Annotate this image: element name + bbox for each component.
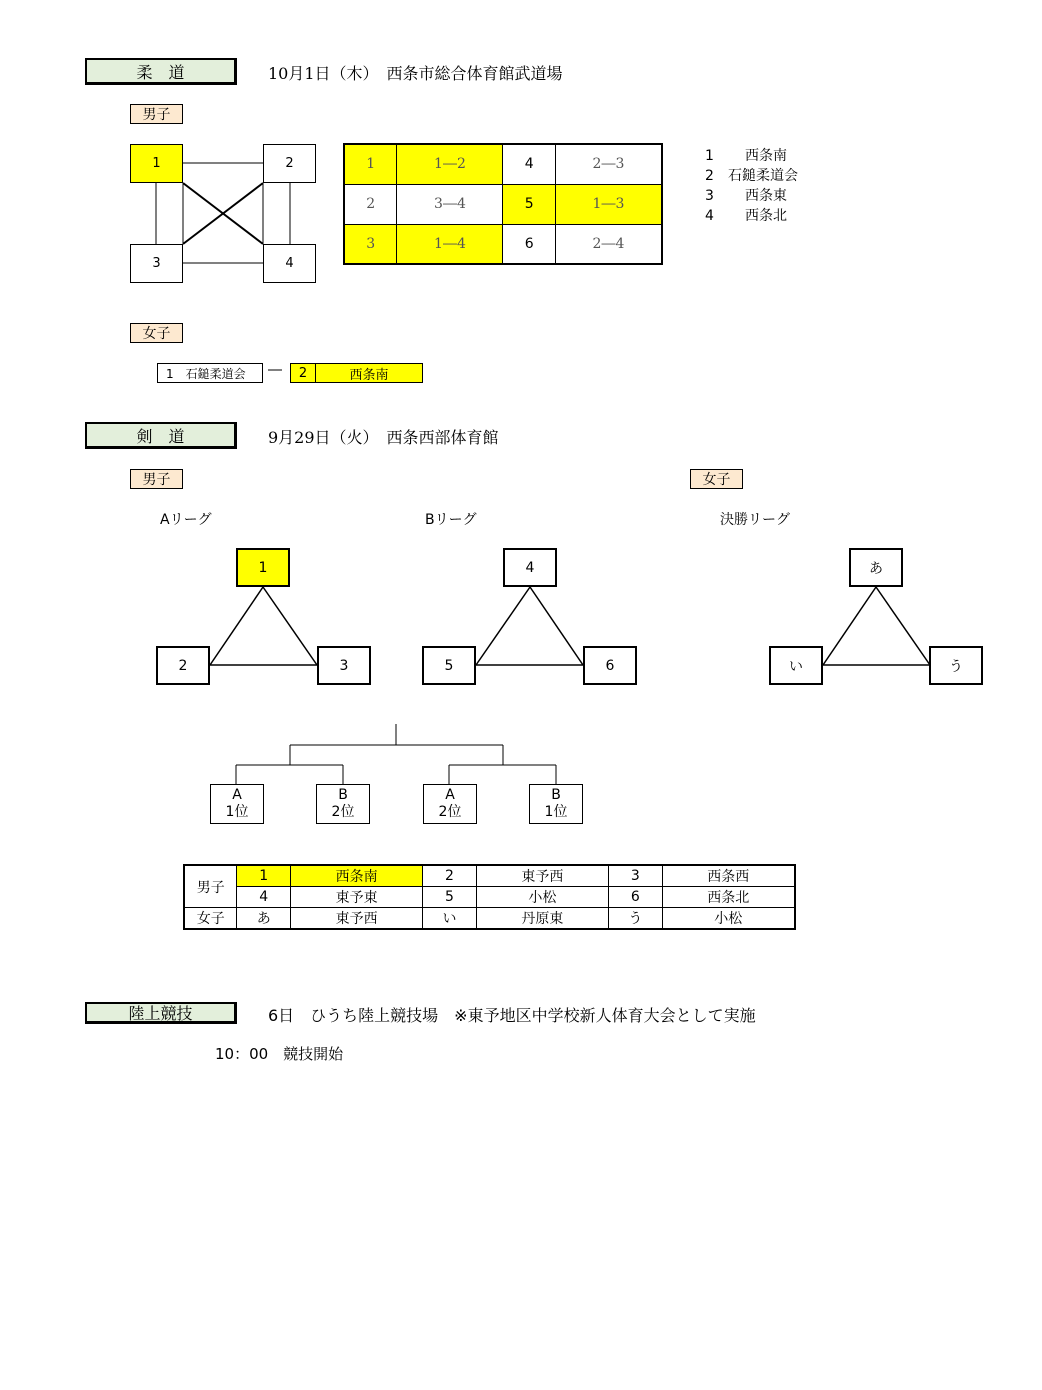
a-league-node-right: 3 <box>317 646 371 685</box>
judo-match-row <box>344 184 662 224</box>
judo-men-node-2: 2 <box>263 144 316 183</box>
team-name: 小松 <box>662 908 795 930</box>
team-name: 丹原東 <box>476 908 608 930</box>
match-pair: 1―4 <box>397 224 503 264</box>
final-league-title: 決勝リーグ <box>720 512 790 528</box>
seed-league: A <box>445 787 455 803</box>
final-league-node-left: い <box>769 646 823 685</box>
team-name: 西条西 <box>662 865 795 887</box>
seed-rank: 2位 <box>438 804 462 820</box>
judo-info: 10月1日（木） 西条市総合体育館武道場 <box>268 64 563 83</box>
judo-match-row <box>344 224 662 264</box>
judo-women-team-1: 1 石鎚柔道会 <box>157 363 263 383</box>
team-no: 4 <box>237 887 290 908</box>
teams-women-label: 女子 <box>184 908 237 930</box>
team-no: い <box>423 908 476 930</box>
judo-men-node-4: 4 <box>263 244 316 283</box>
seed-league: A <box>232 787 242 803</box>
judo-match-row <box>344 144 662 184</box>
judo-women-tag: 女子 <box>130 323 183 343</box>
seed-league: B <box>338 787 348 803</box>
seed-rank: 2位 <box>331 804 355 820</box>
team-no: 2 <box>423 865 476 887</box>
team-no: う <box>609 908 662 930</box>
kendo-section-label: 剣 道 <box>85 422 237 449</box>
team-no: 5 <box>423 887 476 908</box>
legend-no: 2 <box>705 168 714 184</box>
match-no: 5 <box>503 184 555 224</box>
legend-no: 4 <box>705 208 714 224</box>
athletics-section-label: 陸上競技 <box>85 1002 237 1024</box>
judo-section-label: 柔 道 <box>85 58 237 85</box>
match-pair: 2―3 <box>555 144 662 184</box>
teams-men-label: 男子 <box>184 865 237 908</box>
athletics-start-time: 10：00 競技開始 <box>215 1045 344 1063</box>
judo-women-dash: ― <box>268 362 282 378</box>
judo-men-node-3: 3 <box>130 244 183 283</box>
judo-legend-item-1 <box>705 145 787 165</box>
team-no: 1 <box>237 865 290 887</box>
athletics-info: 6日 ひうち陸上競技場 ※東予地区中学校新人体育大会として実施 <box>268 1006 756 1025</box>
team-name: 東予西 <box>476 865 608 887</box>
judo-women-team-2-no: 2 <box>290 363 316 383</box>
final-league-node-top: あ <box>849 548 903 587</box>
seed-rank: 1位 <box>225 804 249 820</box>
b-league-node-left: 5 <box>422 646 476 685</box>
team-name: 小松 <box>476 887 608 908</box>
legend-no: 3 <box>705 188 714 204</box>
team-name: 西条南 <box>290 865 422 887</box>
legend-no: 1 <box>705 148 714 164</box>
judo-men-node-1: 1 <box>130 144 183 183</box>
team-name: 東予西 <box>290 908 422 930</box>
seed-b-2nd <box>316 784 370 824</box>
legend-name: 石鎚柔道会 <box>728 168 798 184</box>
b-league-node-top: 4 <box>503 548 557 587</box>
final-league-node-right: う <box>929 646 983 685</box>
kendo-info: 9月29日（火） 西条西部体育館 <box>268 428 499 447</box>
legend-name: 西条南 <box>745 148 787 164</box>
judo-legend-item-3 <box>705 185 787 205</box>
b-league-title: Bリーグ <box>425 512 477 528</box>
seed-b-1st <box>529 784 583 824</box>
match-no: 1 <box>344 144 397 184</box>
match-no: 3 <box>344 224 397 264</box>
team-name: 東予東 <box>290 887 422 908</box>
seed-league: B <box>551 787 561 803</box>
match-pair: 1―3 <box>555 184 662 224</box>
match-no: 4 <box>503 144 555 184</box>
teams-row <box>184 908 795 930</box>
teams-row <box>184 887 795 908</box>
team-no: 3 <box>609 865 662 887</box>
match-no: 2 <box>344 184 397 224</box>
kendo-teams-table <box>183 864 796 930</box>
seed-a-1st <box>210 784 264 824</box>
match-pair: 2―4 <box>555 224 662 264</box>
a-league-node-left: 2 <box>156 646 210 685</box>
kendo-women-tag: 女子 <box>690 469 743 489</box>
teams-row <box>184 865 795 887</box>
kendo-men-tag: 男子 <box>130 469 183 489</box>
team-name: 西条北 <box>662 887 795 908</box>
seed-a-2nd <box>423 784 477 824</box>
match-pair: 3―4 <box>397 184 503 224</box>
legend-name: 西条北 <box>745 208 787 224</box>
team-no: 6 <box>609 887 662 908</box>
match-pair: 1―2 <box>397 144 503 184</box>
match-no: 6 <box>503 224 555 264</box>
team-no: あ <box>237 908 290 930</box>
a-league-title: Aリーグ <box>160 512 212 528</box>
judo-match-table <box>343 143 663 265</box>
judo-legend-item-4 <box>705 205 787 225</box>
judo-women-team-2-name: 西条南 <box>315 363 423 383</box>
a-league-node-top: 1 <box>236 548 290 587</box>
judo-legend-item-2 <box>705 165 798 185</box>
judo-men-tag: 男子 <box>130 104 183 124</box>
b-league-node-right: 6 <box>583 646 637 685</box>
seed-rank: 1位 <box>544 804 568 820</box>
legend-name: 西条東 <box>745 188 787 204</box>
